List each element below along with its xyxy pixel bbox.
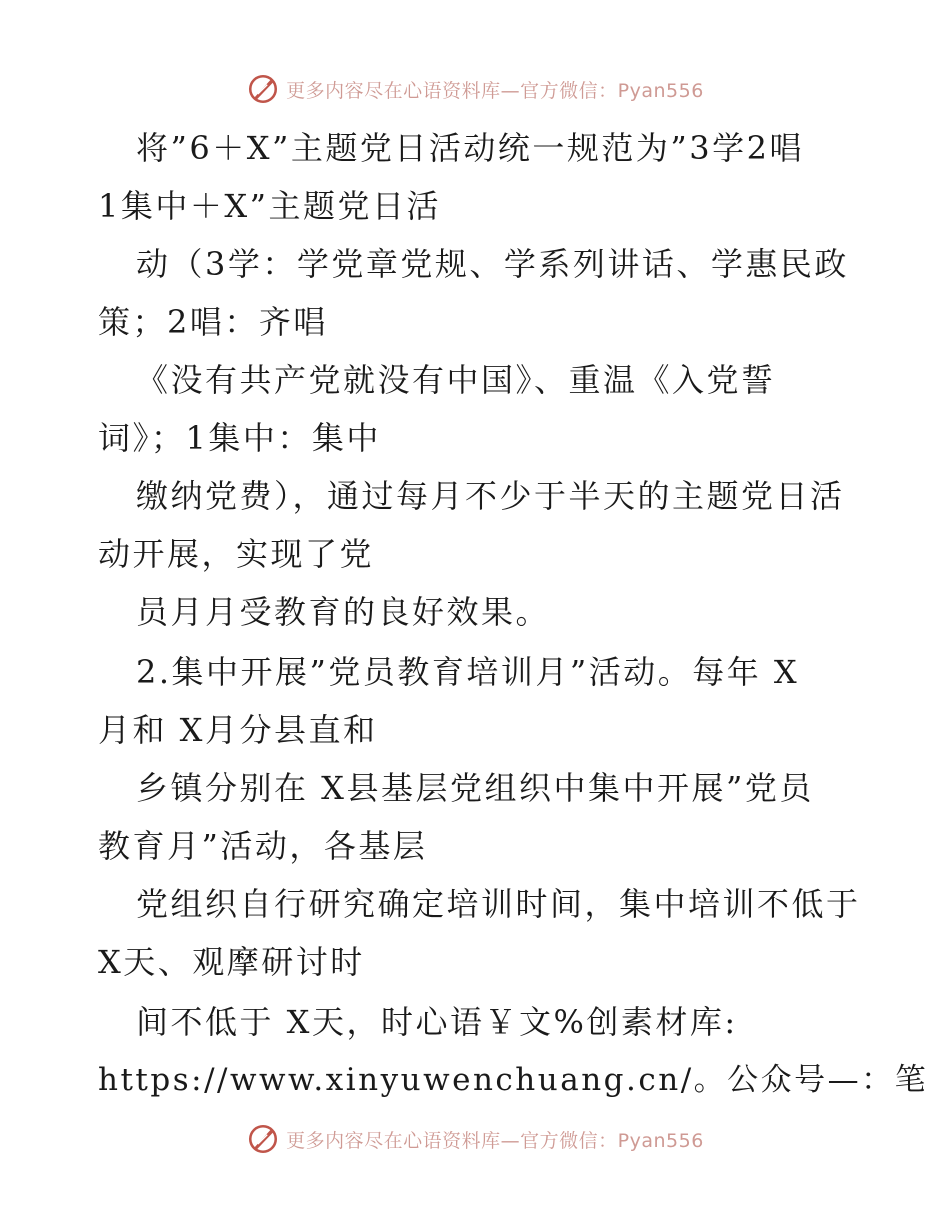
- feather-pen-logo-icon: [246, 72, 280, 106]
- body-line: 词》；1集中：集中: [98, 419, 381, 457]
- body-line: 月和 X月分县直和: [98, 711, 378, 749]
- body-line: 将”6＋X”主题党日活动统一规范为”3学2唱: [136, 129, 804, 167]
- body-line: 动（3学：学党章党规、学系列讲话、学惠民政: [136, 245, 849, 283]
- body-line: 员月月受教育的良好效果。: [136, 593, 551, 631]
- header-watermark-text: 更多内容尽在心语资料库—官方微信：Pyan556: [286, 79, 704, 102]
- body-line: 策；2唱：齐唱: [98, 303, 328, 341]
- feather-pen-logo-icon: [246, 1122, 280, 1156]
- body-line: 党组织自行研究确定培训时间，集中培训不低于: [136, 885, 861, 923]
- body-line: 缴纳党费），通过每月不少于半天的主题党日活: [136, 477, 845, 515]
- body-line: 间不低于 X天，时心语￥文%创素材库:: [136, 1003, 738, 1041]
- body-line: 动开展，实现了党: [98, 535, 375, 573]
- footer-watermark-text: 更多内容尽在心语资料库—官方微信：Pyan556: [286, 1129, 704, 1152]
- body-line: 教育月”活动，各基层: [98, 827, 428, 865]
- body-line: 《没有共产党就没有中国》、重温《入党誓: [136, 361, 776, 399]
- header-watermark: [0, 72, 950, 106]
- body-line: https://www.xinyuwenchuang.cn/。公众号—：笔: [98, 1062, 929, 1098]
- body-line: 乡镇分别在 X县基层党组织中集中开展”党员: [136, 769, 814, 807]
- body-line: 2.集中开展”党员教育培训月”活动。每年 X: [136, 653, 800, 691]
- body-line: 1集中＋X”主题党日活: [98, 187, 442, 225]
- body-line: X天、观摩研讨时: [98, 943, 365, 981]
- footer-watermark: [0, 1122, 950, 1156]
